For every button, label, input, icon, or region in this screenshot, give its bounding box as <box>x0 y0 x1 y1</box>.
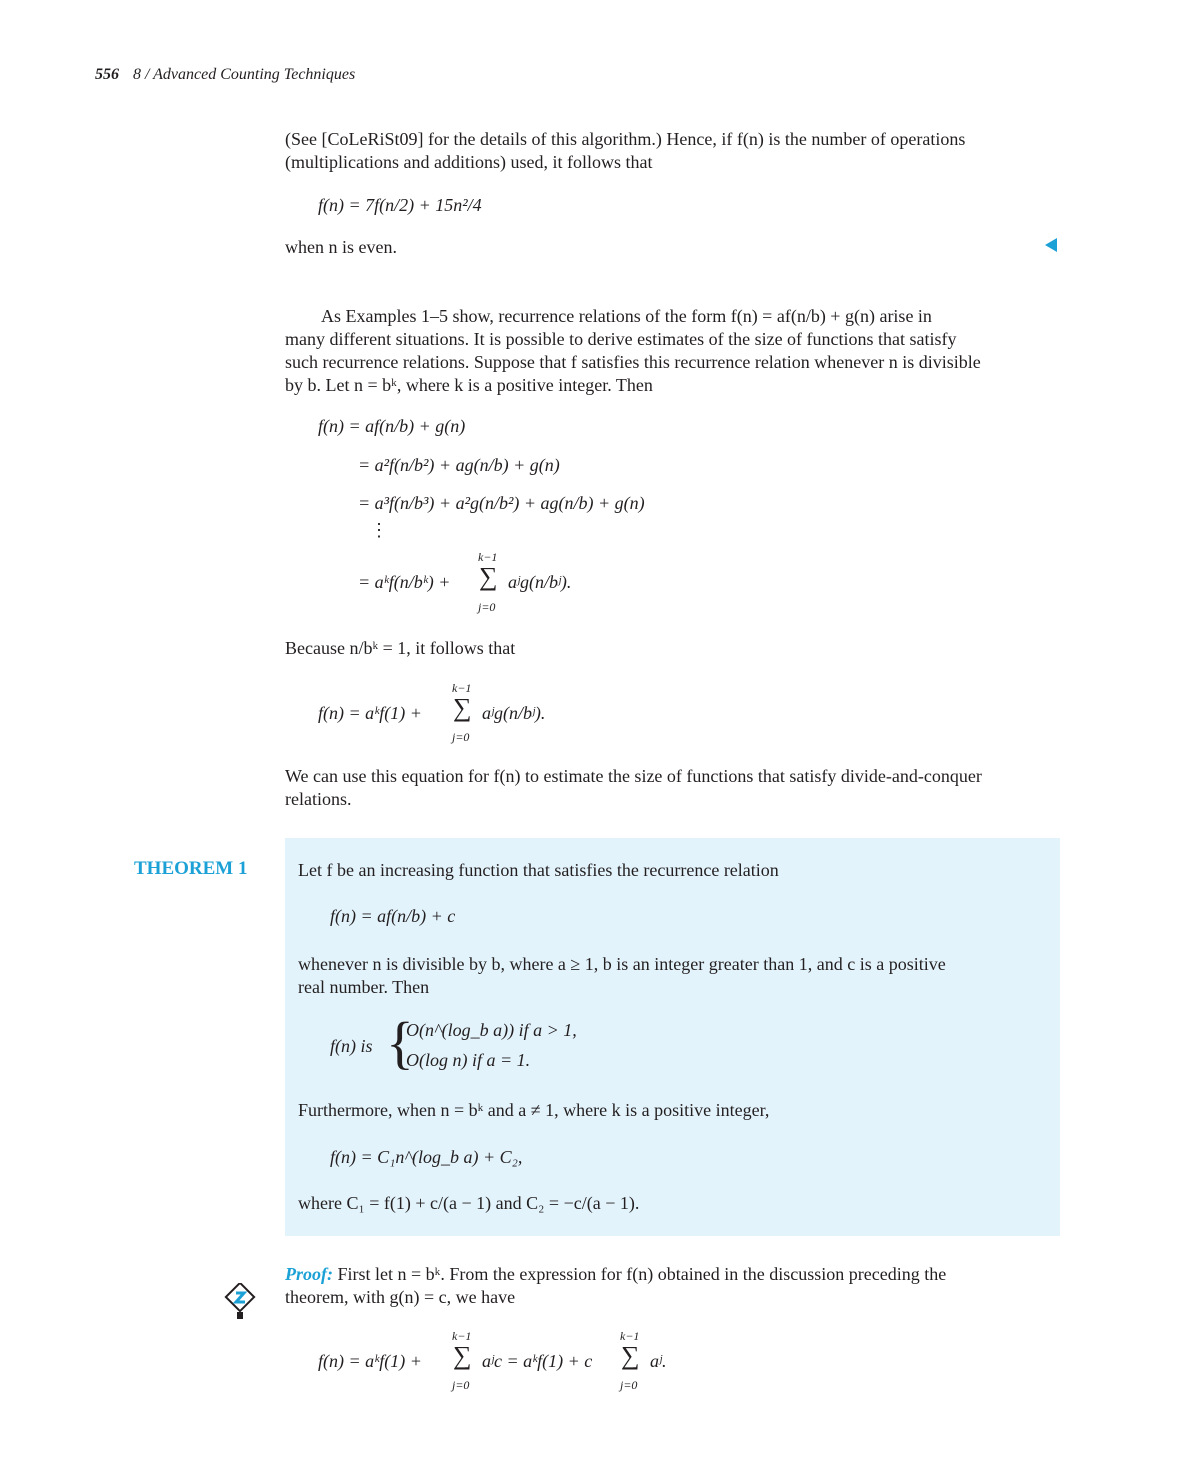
sum-lower-limit: j=0 <box>478 600 496 614</box>
left-brace: { <box>386 1010 414 1075</box>
para2-line1: As Examples 1–5 show, recurrence relations of the form f(n) = af(n/b) + g(n) arise in <box>321 306 932 326</box>
derivation-line-2: = a²f(n/b²) + ag(n/b) + g(n) <box>358 455 560 475</box>
sum-lower-limit: j=0 <box>452 1378 470 1392</box>
sum-upper-limit: k−1 <box>452 1329 472 1343</box>
theorem-condition <box>298 953 1048 999</box>
when-even-text: when n is even. <box>285 237 397 257</box>
para2-line3: such recurrence relations. Suppose that f satisfies this recurrence relation whenever n is divisible <box>285 352 981 372</box>
sum-upper-limit: k−1 <box>452 681 472 695</box>
proof-equation-left: f(n) = aᵏf(1) + <box>318 1351 422 1371</box>
proof-label: Proof: <box>285 1264 333 1284</box>
para2-line4: by b. Let n = bᵏ, where k is a positive integer. Then <box>285 375 653 395</box>
theorem-line-4: Furthermore, when n = bᵏ and a ≠ 1, where k is a positive integer, <box>298 1100 770 1120</box>
summation-sign: ∑ <box>453 693 472 722</box>
equation-1: f(n) = 7f(n/2) + 15n²/4 <box>318 195 482 215</box>
para3-line1: We can use this equation for f(n) to estimate the size of functions that satisfy divide-and-conquer <box>285 766 982 786</box>
because-text: Because n/bᵏ = 1, it follows that <box>285 638 516 658</box>
proof-line-1: First let n = bᵏ. From the expression for f(n) obtained in the discussion preceding the <box>337 1264 947 1284</box>
theorem-line-5: where C₁ = f(1) + c/(a − 1) and C₂ = −c/(a − 1). <box>298 1193 640 1213</box>
para3-line2: relations. <box>285 789 352 809</box>
paragraph-3 <box>285 765 1060 811</box>
derivation-line-1: f(n) = af(n/b) + g(n) <box>318 416 466 436</box>
vertical-dots: ⋮ <box>370 520 388 540</box>
derivation-line-4-right: aʲg(n/bʲ). <box>508 572 572 592</box>
sum-lower-limit: j=0 <box>452 730 470 744</box>
proof-equation-right: aʲ. <box>650 1351 667 1371</box>
para1-line2: (multiplications and additions) used, it follows that <box>285 152 653 172</box>
page-number: 556 <box>95 66 119 83</box>
running-header <box>95 66 355 84</box>
paragraph-1 <box>285 128 1060 174</box>
derivation-line-3: = a³f(n/b³) + a²g(n/b²) + ag(n/b) + g(n) <box>358 493 645 513</box>
summation-sign: ∑ <box>453 1341 472 1370</box>
equation-2-left: f(n) = aᵏf(1) + <box>318 703 422 723</box>
theorem-line-1: Let f be an increasing function that satisfies the recurrence relation <box>298 860 779 880</box>
sum-upper-limit: k−1 <box>620 1329 640 1343</box>
paragraph-2 <box>285 305 1060 397</box>
theorem-equation: f(n) = af(n/b) + c <box>330 906 456 926</box>
proof-paragraph <box>285 1263 1060 1309</box>
chapter-title: 8 / Advanced Counting Techniques <box>133 66 356 83</box>
links-margin-icon[interactable] <box>224 1283 258 1323</box>
theorem-line-2: whenever n is divisible by b, where a ≥ 1, b is an integer greater than 1, and c is a positive <box>298 954 946 974</box>
derivation-line-4-left: = aᵏf(n/bᵏ) + <box>358 572 451 592</box>
case-2: O(log n) if a = 1. <box>406 1050 531 1070</box>
theorem-equation-2: f(n) = C₁n^(log_b a) + C₂, <box>330 1147 523 1167</box>
theorem-label: THEOREM 1 <box>134 858 248 879</box>
theorem-line-3: real number. Then <box>298 977 430 997</box>
case-1: O(n^(log_b a)) if a > 1, <box>406 1020 577 1040</box>
end-of-example-triangle-icon <box>1045 238 1057 252</box>
summation-sign: ∑ <box>479 562 498 591</box>
sum-lower-limit: j=0 <box>620 1378 638 1392</box>
summation-sign: ∑ <box>621 1341 640 1370</box>
proof-line-2: theorem, with g(n) = c, we have <box>285 1287 516 1307</box>
proof-equation-middle: aʲc = aᵏf(1) + c <box>482 1351 593 1371</box>
para1-line1: (See [CoLeRiSt09] for the details of this algorithm.) Hence, if f(n) is the number of operations <box>285 129 966 149</box>
case-lead: f(n) is <box>330 1036 373 1056</box>
sum-upper-limit: k−1 <box>478 550 498 564</box>
equation-2-right: aʲg(n/bʲ). <box>482 703 546 723</box>
para2-line2: many different situations. It is possible to derive estimates of the size of functions that satisfy <box>285 329 957 349</box>
